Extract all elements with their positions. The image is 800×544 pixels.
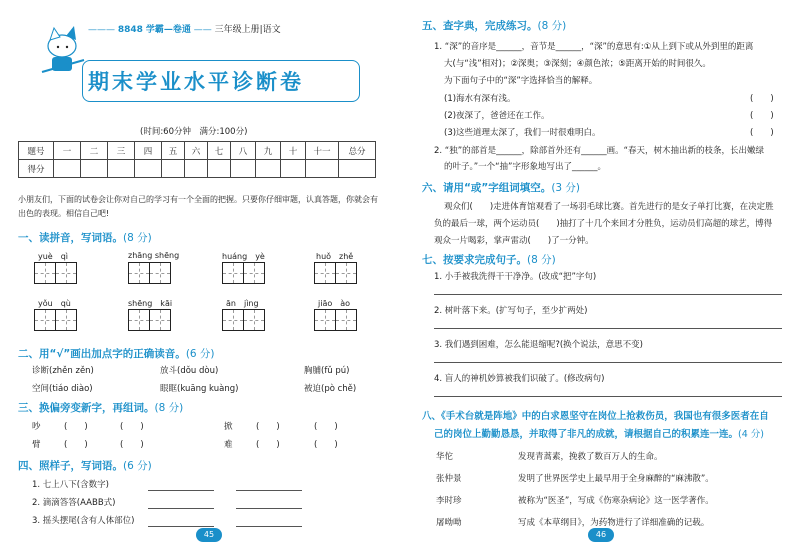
answer-blank[interactable]: ( ) [64,422,88,432]
sentence-task: 4. 盲人的神机妙算被我们识破了。(修改病句) [434,374,605,384]
achievement[interactable]: 写成《本草纲目》，为药物进行了详细准确的记载。 [518,518,710,528]
pinyin: yǒu qù [38,299,71,308]
answer-line[interactable] [434,396,782,397]
passage-text: 观众一片喝彩，掌声雷动( )了一分钟。 [434,236,594,246]
pinyin: jiāo ào [318,299,351,308]
doctor-name[interactable]: 华佗 [436,452,454,462]
section-2-title: 二、用“√”画出加点字的正确读音。(6 分) [18,348,215,360]
pinyin: huáng yè [222,252,265,261]
word-item: 1. 七上八下(含数字) [32,480,109,490]
pinyin: yuè qì [38,252,69,261]
pinyin: huǒ zhě [316,252,354,261]
reading-item[interactable]: 空间(tiáo diào) [32,384,93,394]
base-char: 掀 [224,422,233,432]
doctor-name[interactable]: 李时珍 [436,496,462,506]
writing-grid[interactable] [34,309,76,331]
answer-line[interactable] [236,526,302,527]
pinyin: zhāng shēng [128,251,180,260]
answer-line[interactable] [434,294,782,295]
answer-bracket[interactable]: ( ) [750,111,774,121]
score-table: 题号 一 二 三 四 五 六 七 八 九 十 十一 总分 得分 [18,141,376,178]
base-char: 吵 [32,422,41,432]
writing-grid[interactable] [314,309,356,331]
writing-grid[interactable] [222,309,264,331]
question-text: 的叶子。”一个“抽”字形象地写出了______。 [444,162,606,172]
question-text: 为下面句子中的“深”字选择恰当的解释。 [444,76,598,86]
achievement[interactable]: 被称为“医圣”，写成《伤寒杂病论》这一医学著作。 [518,496,714,506]
word-item: 3. 摇头摆尾(含有人体部位) [32,516,135,526]
answer-line[interactable] [148,526,214,527]
sentence-task: 2. 树叶落下来。(扩写句子，至少扩两处) [434,306,588,316]
question-text: 1. “深”的音序是______，音节是______，“深”的意思有:①从上到下或从外到里的距离 [434,42,754,52]
right-page [400,0,800,544]
achievement[interactable]: 发明了世界医学史上最早用于全身麻醉的“麻沸散”。 [518,474,714,484]
base-char: 难 [224,440,233,450]
achievement[interactable]: 发现青蒿素，挽救了数百万人的生命。 [518,452,663,462]
word-item: 2. 滴滴答答(AABB式) [32,498,116,508]
answer-blank[interactable]: ( ) [314,422,338,432]
section-5-title: 五、查字典，完成练习。(8 分) [422,20,567,32]
answer-blank[interactable]: ( ) [120,422,144,432]
answer-bracket[interactable]: ( ) [750,128,774,138]
answer-blank[interactable]: ( ) [314,440,338,450]
writing-grid[interactable] [128,262,170,284]
question-text: 大(与“浅”相对)；②深奥；③深刻；④颜色浓；⑤距离开始的时间很久。 [444,59,711,69]
answer-line[interactable] [434,362,782,363]
pinyin: shēng kāi [128,299,173,308]
brand-line: ——— 8848 学霸—卷通 —— 三年级上册|语文 [88,25,281,35]
passage-text: 观众们( )走进体育馆观看了一场羽毛球比赛。首先进行的是女子单打比赛，在决定胜 [444,202,774,212]
answer-line[interactable] [148,508,214,509]
exam-title: 期末学业水平诊断卷 [88,70,304,94]
section-1-title: 一、读拼音，写词语。(8 分) [18,232,152,244]
answer-line[interactable] [434,328,782,329]
exam-meta: (时间:60分钟 满分:100分) [140,127,248,137]
section-7-title: 七、按要求完成句子。(8 分) [422,254,556,266]
writing-grid[interactable] [314,262,356,284]
section-8-title: 八、《手术台就是阵地》中的白求恩坚守在岗位上抢救伤员，我国也有很多医者在自 [422,411,769,422]
reading-item[interactable]: 胸脯(fǔ pú) [304,366,350,376]
writing-grid[interactable] [222,262,264,284]
answer-line[interactable] [148,490,214,491]
section-8-title-cont: 己的岗位上勤勤恳恳，并取得了非凡的成就，请根据自己的积累连一连。(4 分) [434,429,764,440]
reading-item[interactable]: 放斗(dǒu dòu) [160,366,219,376]
section-6-title: 六、请用“或”字组词填空。(3 分) [422,182,581,194]
doctor-name[interactable]: 屠呦呦 [436,518,462,528]
question-text: 2. “独”的部首是______，除部首外还有______画。“春天，树木抽出新的枝条，长出嫩绿 [434,146,765,156]
page-number: 46 [588,528,614,542]
answer-line[interactable] [236,490,302,491]
reading-item[interactable]: 被迫(pò chě) [304,384,357,394]
answer-bracket[interactable]: ( ) [750,94,774,104]
question-item: (3)这些道理太深了，我们一时很难明白。 [444,128,601,138]
answer-blank[interactable]: ( ) [256,422,280,432]
reading-item[interactable]: 眼眶(kuāng kuàng) [160,384,239,394]
answer-blank[interactable]: ( ) [120,440,144,450]
base-char: 臂 [32,440,41,450]
section-4-title: 四、照样子，写词语。(6 分) [18,460,152,472]
passage-text: 负的最后一球，两个运动员( )抽打了十几个来回才分胜负，运动员们高超的球艺，博得 [434,219,773,229]
sentence-task: 1. 小手被我洗得干干净净。(改成“把”字句) [434,272,597,282]
sentence-task: 3. 我们遇到困难，怎么能退缩呢?(换个说法，意思不变) [434,340,643,350]
writing-grid[interactable] [34,262,76,284]
page-number: 45 [196,528,222,542]
writing-grid[interactable] [128,309,170,331]
question-item: (2)夜深了，爸爸还在工作。 [444,111,550,121]
pinyin: ān jìng [226,299,259,308]
reading-item[interactable]: 诊断(zhěn zěn) [32,366,94,376]
answer-blank[interactable]: ( ) [64,440,88,450]
doctor-name[interactable]: 张仲景 [436,474,462,484]
intro-text: 小朋友们，下面的试卷会让你对自己的学习有一个全面的把握。只要你仔细审题，认真答题，你就会有出色的表现。相信自己吧! [18,195,378,218]
section-3-title: 三、换偏旁变新字，再组词。(8 分) [18,402,184,414]
question-item: (1)海水有深有浅。 [444,94,516,104]
answer-blank[interactable]: ( ) [256,440,280,450]
answer-line[interactable] [236,508,302,509]
